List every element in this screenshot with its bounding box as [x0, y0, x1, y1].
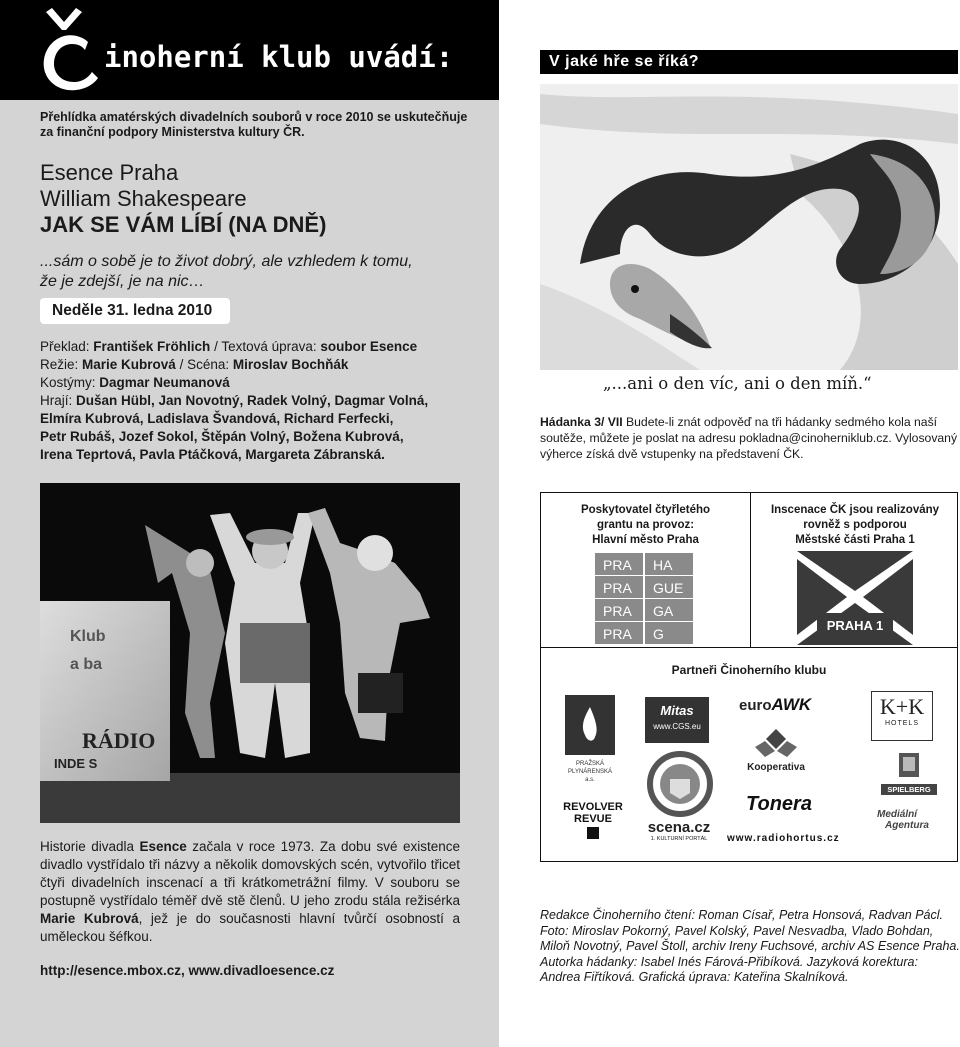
- svg-text:PRA: PRA: [603, 626, 632, 642]
- spielberg-crest-icon: [881, 751, 937, 779]
- play-quote: [40, 252, 480, 292]
- credits-block: [40, 338, 480, 464]
- riddle-text: Hádanka 3/ VII Budete-li znát odpověď na tři hádanky sedmého kola naší soutěže, můžete je poslat na adresu pokladna@cinoherniklub.cz. Vylosovaný výherce získá dvě vstupenky na představení ČK.: [540, 415, 958, 461]
- credits-cast-2: Elmíra Kubrová, Ladislava Švandová, Richard Ferfecki,: [40, 411, 394, 426]
- svg-text:PRA: PRA: [603, 580, 632, 596]
- banner-text-2: a ba: [70, 656, 103, 673]
- riddle-quote: „...ani o den víc, ani o den míň.“: [603, 374, 872, 393]
- website-links[interactable]: http://esence.mbox.cz, www.divadloesence.cz: [40, 963, 335, 978]
- praha1-logo-icon: [797, 551, 913, 645]
- history-text: Historie divadla Esence začala v roce 1973. Za dobu své existence divadlo vystřídalo tři názvy a několik domovských scén, vytvořilo třicet čtyři divadelních inscenací a tři krátkometrážní filmy. V souboru se postupně vystřídalo téměř dvě stě členů. U jeho zrodu stála režisérka Marie Kubrová, jež je do současnosti hlavní tvůrčí osobností a uměleckou šéfkou.: [40, 839, 461, 944]
- spielberg-logo: SPIELBERG: [881, 751, 937, 801]
- credits-costumes: Kostýmy: Dagmar Neumanová: [40, 375, 230, 390]
- svg-text:PRA: PRA: [603, 603, 632, 619]
- svg-text:GUE: GUE: [653, 580, 684, 596]
- credits-cast: Hrají: Dušan Hübl, Jan Novotný, Radek Volný, Dagmar Volná,: [40, 393, 429, 408]
- quiz-header: V jaké hře se říká?: [540, 50, 958, 74]
- credits-translation: Překlad: František Fröhlich / Textová úprava: soubor Esence: [40, 339, 418, 354]
- credits-cast-3: Petr Rubáš, Jozef Sokol, Štěpán Volný, Božena Kubrová,: [40, 429, 404, 444]
- kooperativa-logo: Kooperativa: [741, 727, 811, 777]
- mitas-logo: Mitas www.CGS.eu: [645, 697, 709, 743]
- banner-text-1: Klub: [70, 628, 106, 645]
- quote-line-2: že je zdejší, je na nic…: [40, 273, 205, 290]
- masthead: [0, 0, 499, 100]
- performance-photo-image: [40, 483, 460, 823]
- author-name: William Shakespeare: [40, 186, 247, 211]
- revolver-icon: [587, 827, 599, 839]
- swan-painting: [540, 84, 958, 370]
- svg-text:PRAHA 1: PRAHA 1: [826, 618, 884, 633]
- svg-text:PRA: PRA: [603, 557, 632, 573]
- swan-image: [540, 84, 958, 370]
- kk-hotels-logo: K+K HOTELS: [871, 691, 941, 745]
- svg-text:PRAŽSKÁ: PRAŽSKÁ: [575, 761, 605, 767]
- grant-provider-heading: Poskytovatel čtyřletého grantu na provoz: Hlavní město Praha: [580, 504, 711, 546]
- radio-text: RÁDIO: [82, 728, 156, 753]
- praha1-support-heading: Inscenace ČK jsou realizovány rovněž s podporou Městské části Praha 1: [770, 504, 940, 546]
- svg-text:G: G: [653, 626, 664, 642]
- kooperativa-icon: [741, 727, 811, 757]
- cinoherni-klub-logo-icon: [38, 2, 106, 94]
- sponsors-box: [540, 492, 958, 862]
- banner-text-3: INDE S: [54, 756, 98, 771]
- praha-logo-icon: [595, 553, 693, 645]
- svg-text:a.s.: a.s.: [585, 777, 595, 783]
- performance-date: Neděle 31. ledna 2010: [40, 298, 230, 324]
- company-name: Esence Praha: [40, 160, 179, 185]
- intro-text: Přehlídka amatérských divadelních souborů v roce 2010 se uskutečňuje za finanční podpory Ministerstva kultury ČR.: [40, 110, 468, 139]
- play-title: JAK SE VÁM LÍBÍ (NA DNĚ): [40, 212, 327, 237]
- flame-icon: [561, 693, 619, 783]
- credits-direction: Režie: Marie Kubrová / Scéna: Miroslav Bochňák: [40, 357, 349, 372]
- masthead-title: inoherní klub uvádí:: [104, 40, 454, 74]
- svg-text:GA: GA: [653, 603, 674, 619]
- praha-logo: [595, 553, 693, 645]
- medialni-agentura-logo: Mediální Agentura: [877, 809, 929, 831]
- radiohortus-logo: www.radiohortus.cz: [727, 833, 840, 844]
- revolver-revue-logo: REVOLVER REVUE: [563, 801, 623, 853]
- praha1-logo: [797, 551, 913, 645]
- sponsors-divider-horizontal: [541, 647, 957, 648]
- scena-cz-logo: scena.cz 1. KULTURNÍ PORTÁL: [647, 819, 711, 842]
- svg-text:HA: HA: [653, 557, 673, 573]
- performance-photo: [40, 483, 460, 823]
- euroawk-logo: euroAWK: [739, 695, 812, 714]
- scena-seal-logo: [645, 749, 715, 819]
- prazska-plynarenska-logo: [561, 693, 619, 783]
- partners-title: Partneři Činoherního klubu: [671, 663, 827, 677]
- svg-text:PLYNÁRENSKÁ: PLYNÁRENSKÁ: [568, 769, 612, 775]
- credits-cast-4: Irena Teprtová, Pavla Ptáčková, Margareta Zábranská.: [40, 447, 385, 462]
- quote-line-1: ...sám o sobě je to život dobrý, ale vzhledem k tomu,: [40, 253, 413, 270]
- seal-icon: [645, 749, 715, 819]
- tonera-logo: Tonera: [746, 793, 812, 815]
- editorial-credits: Redakce Činoherního čtení: Roman Císař, Petra Honsová, Radvan Pácl. Foto: Miroslav Pokorný, Pavel Kolský, Pavel Nesvadba, Vlado Bohdan, Miloň Novotný, Pavel Štoll, archiv Ireny Fuchsové, archiv AS Esence Praha. Autorka hádanky: Isabel Inés Fárová-Přibíková. Jazyková korektura: Andrea Fiřtíková. Grafická úprava: Kateřina Skalníková.: [540, 908, 960, 985]
